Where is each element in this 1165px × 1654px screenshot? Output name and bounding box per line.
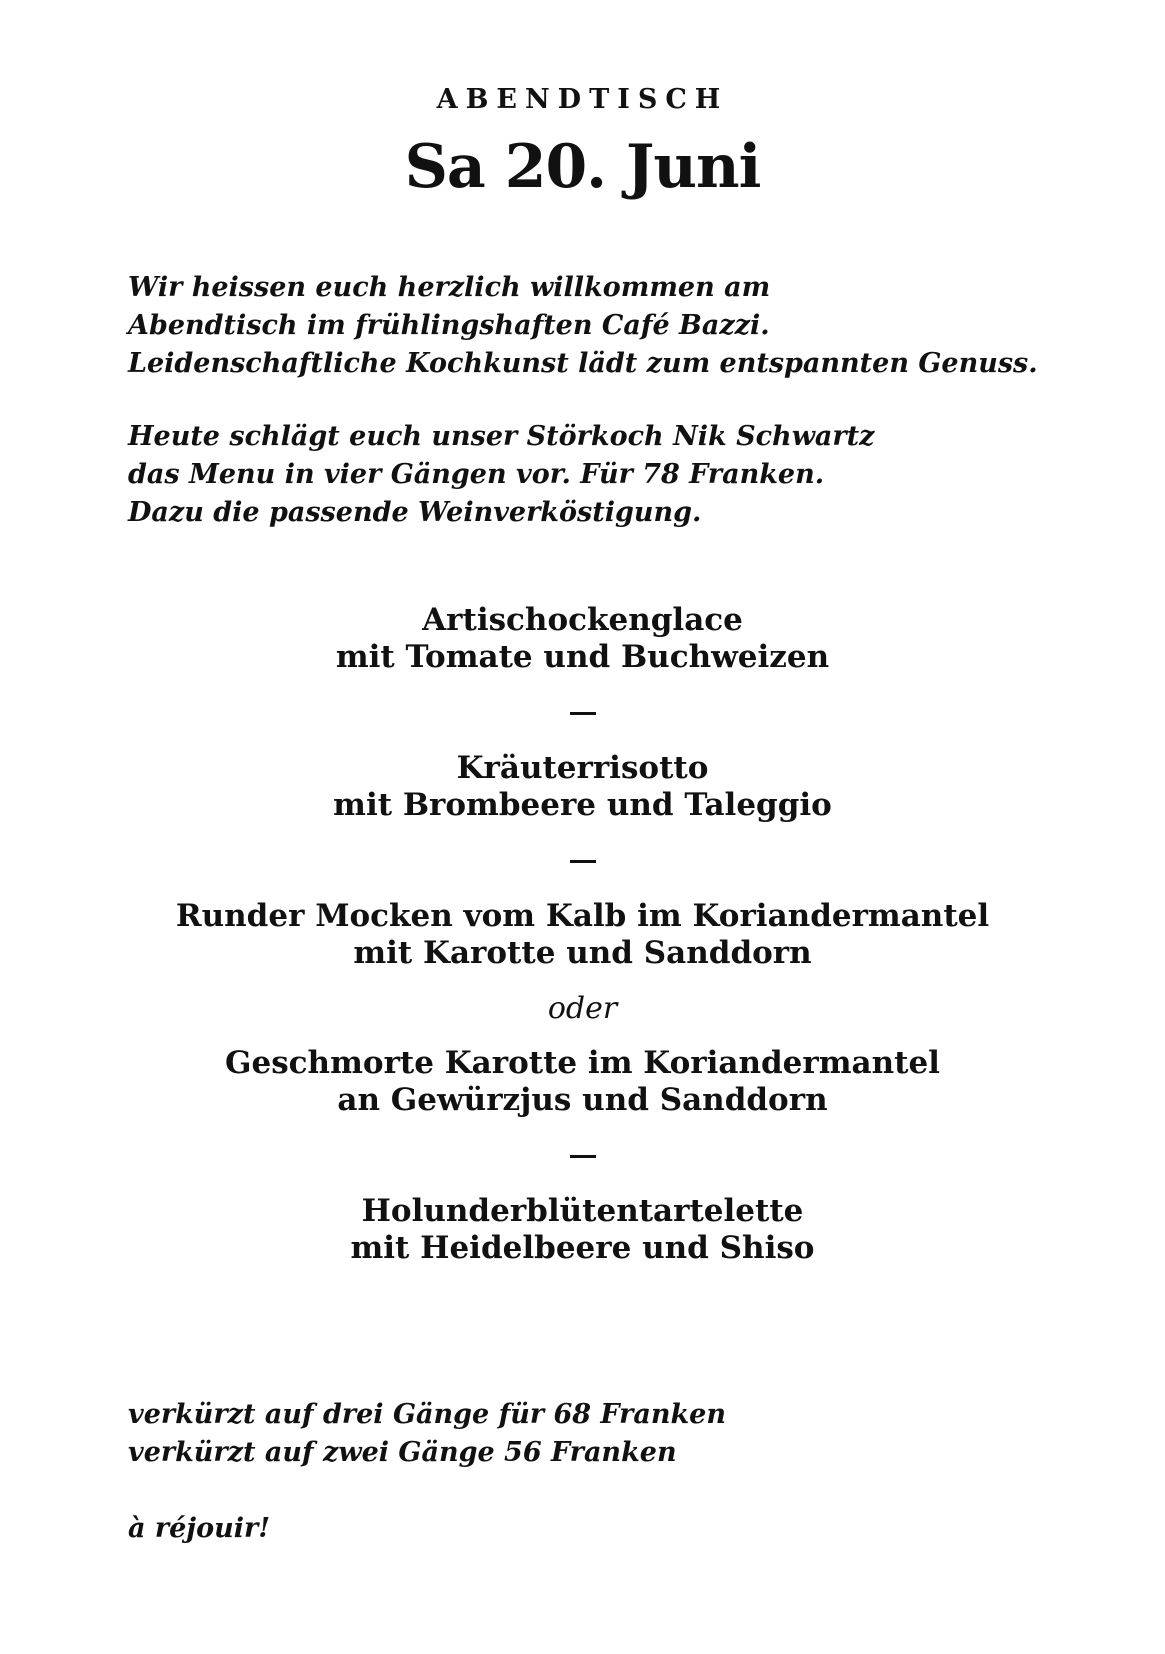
intro-paragraph-chef (128, 418, 1028, 532)
course-dish: Holunderblütentartelette (361, 1193, 804, 1229)
intro-line: Leidenschaftliche Kochkunst lädt zum entspannten Genuss. (128, 348, 1038, 379)
course-second (0, 750, 1165, 824)
closing-note (128, 1510, 1028, 1548)
course-starter (0, 602, 1165, 676)
course-accompaniment: mit Karotte und Sanddorn (353, 935, 812, 971)
course-main-vegetarian (0, 1045, 1165, 1119)
course-divider (0, 1119, 1165, 1193)
course-alternative-label: oder (547, 990, 618, 1026)
intro-line: das Menu in vier Gängen vor. Für 78 Franken. (128, 459, 825, 490)
course-divider (0, 824, 1165, 898)
course-accompaniment: mit Heidelbeere und Shiso (350, 1230, 815, 1266)
course-accompaniment: an Gewürzjus und Sanddorn (337, 1082, 828, 1118)
intro-line: Wir heissen euch herzlich willkommen am (128, 272, 771, 303)
price-option: verkürzt auf zwei Gänge 56 Franken (128, 1437, 677, 1468)
course-dish: Artischockenglace (422, 602, 743, 638)
course-dish: Kräuterrisotto (456, 750, 709, 786)
menu-courses (0, 602, 1165, 1267)
closing-line: à réjouir! (128, 1513, 271, 1544)
page-title: Sa 20. Juni (404, 132, 761, 202)
intro-line: Dazu die passende Weinverköstigung. (128, 497, 702, 528)
course-divider (0, 676, 1165, 750)
price-option: verkürzt auf drei Gänge für 68 Franken (128, 1399, 726, 1430)
intro-line: Abendtisch im frühlingshaften Café Bazzi. (128, 310, 770, 341)
page-kicker: ABENDTISCH (436, 84, 729, 115)
course-dish: Geschmorte Karotte im Koriandermantel (225, 1045, 940, 1081)
course-dish: Runder Mocken vom Kalb im Koriandermantel (175, 898, 990, 934)
price-options (128, 1396, 1028, 1472)
course-accompaniment: mit Tomate und Buchweizen (335, 639, 830, 675)
course-accompaniment: mit Brombeere und Taleggio (333, 787, 832, 823)
intro-line: Heute schlägt euch unser Störkoch Nik Schwartz (128, 421, 875, 452)
course-dessert (0, 1193, 1165, 1267)
course-main-meat (0, 898, 1165, 972)
intro-paragraph-welcome (128, 269, 1038, 383)
